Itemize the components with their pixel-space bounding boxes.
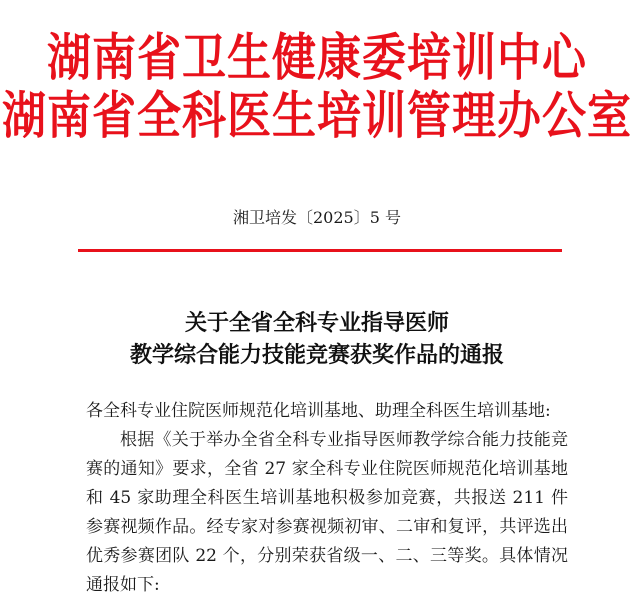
document-number: 湘卫培发〔2025〕5 号 — [233, 208, 401, 227]
issuing-org-1: 湖南省卫生健康委培训中心 — [47, 29, 587, 88]
document-title — [0, 308, 634, 372]
header-divider — [78, 249, 562, 252]
document-body — [86, 397, 568, 600]
salutation: 各全科专业住院医师规范化培训基地、助理全科医生培训基地: — [86, 401, 551, 421]
title-line-1: 关于全省全科专业指导医师 — [184, 311, 449, 336]
title-line-2: 教学综合能力技能竞赛获奖作品的通报 — [129, 343, 504, 368]
document-header — [0, 30, 634, 146]
issuing-org-2: 湖南省全科医生培训管理办公室 — [2, 87, 632, 146]
body-paragraph-1: 根据《关于举办全省全科专业指导医师教学综合能力技能竞赛的通知》要求，全省 27 家全科专业住院医师规范化培训基地和 45 家助理全科医生培训基地积极参加竞赛，共报送 211 件参赛视频作品。经专家对参赛视频初审、二审和复评，共评选出优秀参赛团队 22 个，分别荣获省级一、二、三等奖。具体情况通报如下: — [86, 430, 568, 595]
